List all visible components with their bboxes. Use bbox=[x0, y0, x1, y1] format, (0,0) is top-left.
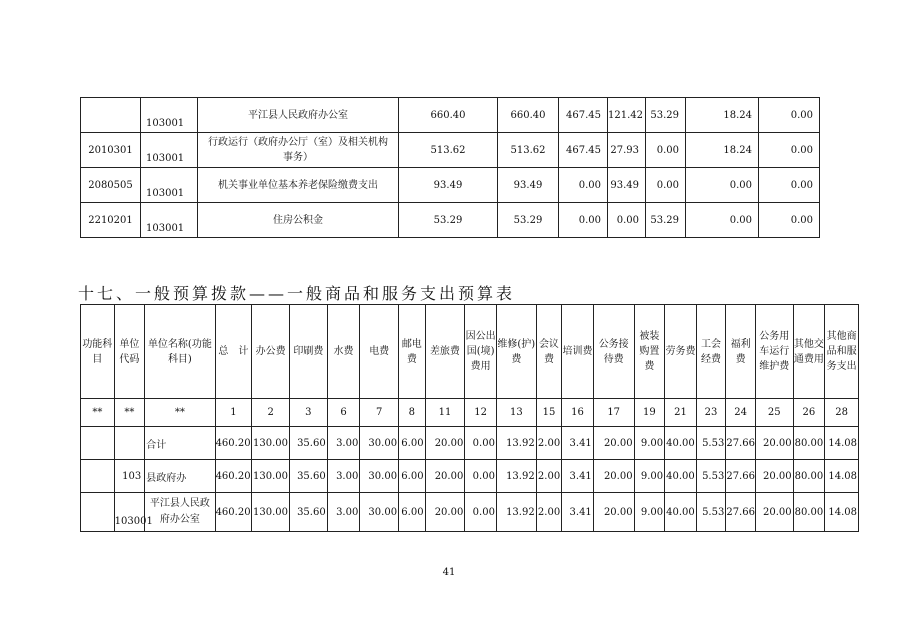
column-code: ** bbox=[114, 399, 145, 427]
amount-cell: 3.41 bbox=[562, 493, 594, 532]
amount-cell: 20.00 bbox=[593, 460, 634, 493]
column-code: 16 bbox=[562, 399, 594, 427]
amount-cell: 30.00 bbox=[360, 427, 399, 460]
amount-cell: 0.00 bbox=[646, 168, 686, 203]
unit-name: 县政府办 bbox=[145, 460, 215, 493]
column-code: 15 bbox=[536, 399, 561, 427]
amount-cell: 0.00 bbox=[465, 427, 497, 460]
column-code: 25 bbox=[755, 399, 793, 427]
amount-cell: 5.53 bbox=[696, 427, 726, 460]
table-row bbox=[81, 133, 820, 168]
column-code: 6 bbox=[327, 399, 360, 427]
unit-code: 103001 bbox=[141, 98, 198, 133]
amount-cell: 0.00 bbox=[465, 493, 497, 532]
amount-cell: 130.00 bbox=[252, 427, 290, 460]
column-code: 2 bbox=[252, 399, 290, 427]
amount-cell: 14.08 bbox=[825, 460, 859, 493]
amount-cell: 3.41 bbox=[562, 427, 594, 460]
amount-cell: 40.00 bbox=[665, 427, 697, 460]
amount-cell: 18.24 bbox=[686, 98, 759, 133]
column-code: ** bbox=[81, 399, 115, 427]
column-code: 13 bbox=[496, 399, 536, 427]
amount-cell: 460.20 bbox=[215, 493, 252, 532]
amount-cell: 0.00 bbox=[686, 168, 759, 203]
amount-cell: 20.00 bbox=[755, 427, 793, 460]
amount-cell: 0.00 bbox=[759, 133, 820, 168]
column-header: 总 计 bbox=[215, 305, 252, 399]
amount-cell: 35.60 bbox=[289, 460, 327, 493]
column-header: 水费 bbox=[327, 305, 360, 399]
amount-cell: 53.29 bbox=[646, 203, 686, 238]
column-code: 12 bbox=[465, 399, 497, 427]
amount-cell: 13.92 bbox=[496, 460, 536, 493]
amount-cell: 53.29 bbox=[498, 203, 559, 238]
amount-cell: 121.42 bbox=[608, 98, 646, 133]
amount-cell: 6.00 bbox=[399, 460, 426, 493]
amount-cell: 2.00 bbox=[536, 493, 561, 532]
item-name: 行政运行（政府办公厅（室）及相关机构事务） bbox=[198, 133, 399, 168]
amount-cell: 93.49 bbox=[608, 168, 646, 203]
amount-cell: 20.00 bbox=[425, 493, 465, 532]
column-code: 8 bbox=[399, 399, 426, 427]
amount-cell: 18.24 bbox=[686, 133, 759, 168]
amount-cell: 0.00 bbox=[559, 203, 608, 238]
column-header: 因公出国(境)费用 bbox=[465, 305, 497, 399]
column-code: 1 bbox=[215, 399, 252, 427]
column-code: ** bbox=[145, 399, 215, 427]
amount-cell: 0.00 bbox=[465, 460, 497, 493]
amount-cell: 513.62 bbox=[399, 133, 498, 168]
column-header: 劳务费 bbox=[665, 305, 697, 399]
column-code: 21 bbox=[665, 399, 697, 427]
amount-cell: 467.45 bbox=[559, 98, 608, 133]
table-row bbox=[81, 168, 820, 203]
table-row bbox=[81, 460, 859, 493]
function-code bbox=[81, 427, 115, 460]
unit-code: 103001 bbox=[141, 133, 198, 168]
function-code bbox=[81, 460, 115, 493]
column-code-row bbox=[81, 399, 859, 427]
unit-code: 103001 bbox=[141, 203, 198, 238]
amount-cell: 80.00 bbox=[793, 427, 825, 460]
function-code bbox=[81, 493, 115, 532]
amount-cell: 27.66 bbox=[726, 427, 756, 460]
amount-cell: 53.29 bbox=[646, 98, 686, 133]
amount-cell: 660.40 bbox=[498, 98, 559, 133]
unit-name: 合计 bbox=[145, 427, 215, 460]
amount-cell: 3.00 bbox=[327, 460, 360, 493]
column-header: 单位名称(功能科目) bbox=[145, 305, 215, 399]
amount-cell: 660.40 bbox=[399, 98, 498, 133]
expenditure-summary-table bbox=[80, 97, 820, 238]
column-header: 工会经费 bbox=[696, 305, 726, 399]
column-header: 培训费 bbox=[562, 305, 594, 399]
amount-cell: 14.08 bbox=[825, 493, 859, 532]
amount-cell: 0.00 bbox=[608, 203, 646, 238]
amount-cell: 0.00 bbox=[759, 168, 820, 203]
amount-cell: 9.00 bbox=[634, 493, 665, 532]
column-header: 公务用车运行维护费 bbox=[755, 305, 793, 399]
amount-cell: 467.45 bbox=[559, 133, 608, 168]
amount-cell: 27.66 bbox=[726, 493, 756, 532]
column-header: 其他交通费用 bbox=[793, 305, 825, 399]
column-header: 办公费 bbox=[252, 305, 290, 399]
amount-cell: 20.00 bbox=[593, 493, 634, 532]
amount-cell: 13.92 bbox=[496, 427, 536, 460]
column-header: 会议费 bbox=[536, 305, 561, 399]
item-name: 平江县人民政府办公室 bbox=[198, 98, 399, 133]
item-name: 机关事业单位基本养老保险缴费支出 bbox=[198, 168, 399, 203]
unit-code: 103001 bbox=[141, 168, 198, 203]
amount-cell: 27.66 bbox=[726, 460, 756, 493]
amount-cell: 460.20 bbox=[215, 427, 252, 460]
section-heading: 十七、一般预算拨款——一般商品和服务支出预算表 bbox=[78, 284, 516, 303]
column-code: 28 bbox=[825, 399, 859, 427]
amount-cell: 35.60 bbox=[289, 493, 327, 532]
amount-cell: 130.00 bbox=[252, 460, 290, 493]
column-code: 3 bbox=[289, 399, 327, 427]
amount-cell: 513.62 bbox=[498, 133, 559, 168]
amount-cell: 0.00 bbox=[686, 203, 759, 238]
amount-cell: 20.00 bbox=[593, 427, 634, 460]
amount-cell: 40.00 bbox=[665, 493, 697, 532]
unit-name: 平江县人民政府办公室 bbox=[145, 493, 215, 532]
amount-cell: 80.00 bbox=[793, 460, 825, 493]
amount-cell: 20.00 bbox=[755, 493, 793, 532]
amount-cell: 9.00 bbox=[634, 427, 665, 460]
column-header: 功能科目 bbox=[81, 305, 115, 399]
column-header: 福利费 bbox=[726, 305, 756, 399]
header-row bbox=[81, 305, 859, 399]
table-row bbox=[81, 98, 820, 133]
function-code: 2080505 bbox=[81, 168, 141, 203]
column-header: 维修(护)费 bbox=[496, 305, 536, 399]
column-header: 单位代码 bbox=[114, 305, 145, 399]
column-header: 印刷费 bbox=[289, 305, 327, 399]
item-name: 住房公积金 bbox=[198, 203, 399, 238]
table-row bbox=[81, 427, 859, 460]
table-row bbox=[81, 203, 820, 238]
amount-cell: 30.00 bbox=[360, 460, 399, 493]
amount-cell: 0.00 bbox=[759, 98, 820, 133]
column-header: 电费 bbox=[360, 305, 399, 399]
amount-cell: 2.00 bbox=[536, 427, 561, 460]
function-code: 2210201 bbox=[81, 203, 141, 238]
amount-cell: 14.08 bbox=[825, 427, 859, 460]
amount-cell: 20.00 bbox=[425, 460, 465, 493]
column-header: 公务接待费 bbox=[593, 305, 634, 399]
amount-cell: 5.53 bbox=[696, 493, 726, 532]
amount-cell: 9.00 bbox=[634, 460, 665, 493]
column-code: 26 bbox=[793, 399, 825, 427]
unit-code: 103 bbox=[114, 460, 145, 493]
goods-services-budget-table bbox=[80, 304, 859, 532]
function-code: 2010301 bbox=[81, 133, 141, 168]
amount-cell: 460.20 bbox=[215, 460, 252, 493]
column-code: 7 bbox=[360, 399, 399, 427]
amount-cell: 27.93 bbox=[608, 133, 646, 168]
amount-cell: 3.41 bbox=[562, 460, 594, 493]
amount-cell: 35.60 bbox=[289, 427, 327, 460]
amount-cell: 5.53 bbox=[696, 460, 726, 493]
column-code: 17 bbox=[593, 399, 634, 427]
column-code: 23 bbox=[696, 399, 726, 427]
column-header: 邮电费 bbox=[399, 305, 426, 399]
amount-cell: 93.49 bbox=[399, 168, 498, 203]
column-header: 其他商品和服务支出 bbox=[825, 305, 859, 399]
amount-cell: 2.00 bbox=[536, 460, 561, 493]
column-header: 差旅费 bbox=[425, 305, 465, 399]
amount-cell: 80.00 bbox=[793, 493, 825, 532]
amount-cell: 6.00 bbox=[399, 493, 426, 532]
amount-cell: 53.29 bbox=[399, 203, 498, 238]
amount-cell: 40.00 bbox=[665, 460, 697, 493]
amount-cell: 30.00 bbox=[360, 493, 399, 532]
amount-cell: 0.00 bbox=[646, 133, 686, 168]
column-code: 11 bbox=[425, 399, 465, 427]
amount-cell: 3.00 bbox=[327, 427, 360, 460]
column-code: 19 bbox=[634, 399, 665, 427]
amount-cell: 0.00 bbox=[559, 168, 608, 203]
amount-cell: 3.00 bbox=[327, 493, 360, 532]
amount-cell: 20.00 bbox=[755, 460, 793, 493]
page-number: 41 bbox=[442, 567, 456, 578]
amount-cell: 93.49 bbox=[498, 168, 559, 203]
amount-cell: 0.00 bbox=[759, 203, 820, 238]
amount-cell: 13.92 bbox=[496, 493, 536, 532]
function-code bbox=[81, 98, 141, 133]
unit-code: 103001 bbox=[114, 493, 145, 532]
unit-code bbox=[114, 427, 145, 460]
column-code: 24 bbox=[726, 399, 756, 427]
column-header: 被装购置费 bbox=[634, 305, 665, 399]
amount-cell: 130.00 bbox=[252, 493, 290, 532]
amount-cell: 20.00 bbox=[425, 427, 465, 460]
table-row bbox=[81, 493, 859, 532]
amount-cell: 6.00 bbox=[399, 427, 426, 460]
